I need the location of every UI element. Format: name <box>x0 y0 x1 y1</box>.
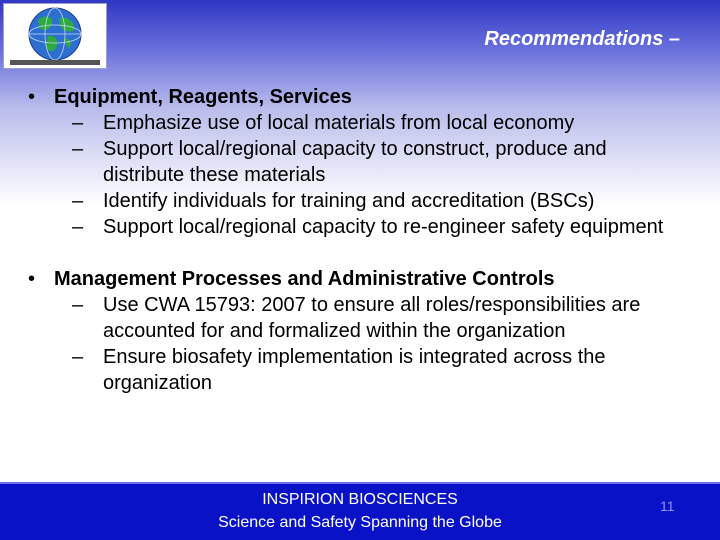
sub-item-text: Emphasize use of local materials from local economy <box>103 112 575 134</box>
sub-item <box>28 344 688 396</box>
globe-icon <box>4 4 106 68</box>
bullet-icon: • <box>28 268 36 290</box>
sub-item <box>28 214 688 240</box>
bullet-section-2 <box>28 266 688 292</box>
sub-item <box>28 188 688 214</box>
footer-text <box>0 488 720 534</box>
dash-icon: – <box>72 294 84 316</box>
footer-company: INSPIRION BIOSCIENCES <box>262 491 458 508</box>
section-heading: Management Processes and Administrative Controls <box>54 268 555 290</box>
slide-content <box>28 84 688 396</box>
sub-item <box>28 110 688 136</box>
dash-icon: – <box>72 138 84 160</box>
sub-item-text: Support local/regional capacity to construct, produce and distribute these materials <box>103 138 607 186</box>
section-heading: Equipment, Reagents, Services <box>54 86 352 108</box>
sub-item-text: Ensure biosafety implementation is integrated across the organization <box>103 346 606 394</box>
logo <box>3 3 107 69</box>
sub-item <box>28 136 688 188</box>
dash-icon: – <box>72 216 84 238</box>
bullet-section-1 <box>28 84 688 110</box>
dash-icon: – <box>72 190 84 212</box>
sub-item-text: Support local/regional capacity to re-engineer safety equipment <box>103 216 664 238</box>
footer-tagline: Science and Safety Spanning the Globe <box>218 514 502 531</box>
bullet-icon: • <box>28 86 36 108</box>
slide-title: Recommendations – <box>484 28 680 50</box>
footer-bar <box>0 482 720 540</box>
spacer <box>28 240 688 266</box>
dash-icon: – <box>72 346 84 368</box>
dash-icon: – <box>72 112 84 134</box>
sub-item-text: Use CWA 15793: 2007 to ensure all roles/responsibilities are accounted for and formalized within the organization <box>103 294 641 342</box>
sub-item-text: Identify individuals for training and accreditation (BSCs) <box>103 190 595 212</box>
page-number: 11 <box>660 498 675 514</box>
sub-item <box>28 292 688 344</box>
